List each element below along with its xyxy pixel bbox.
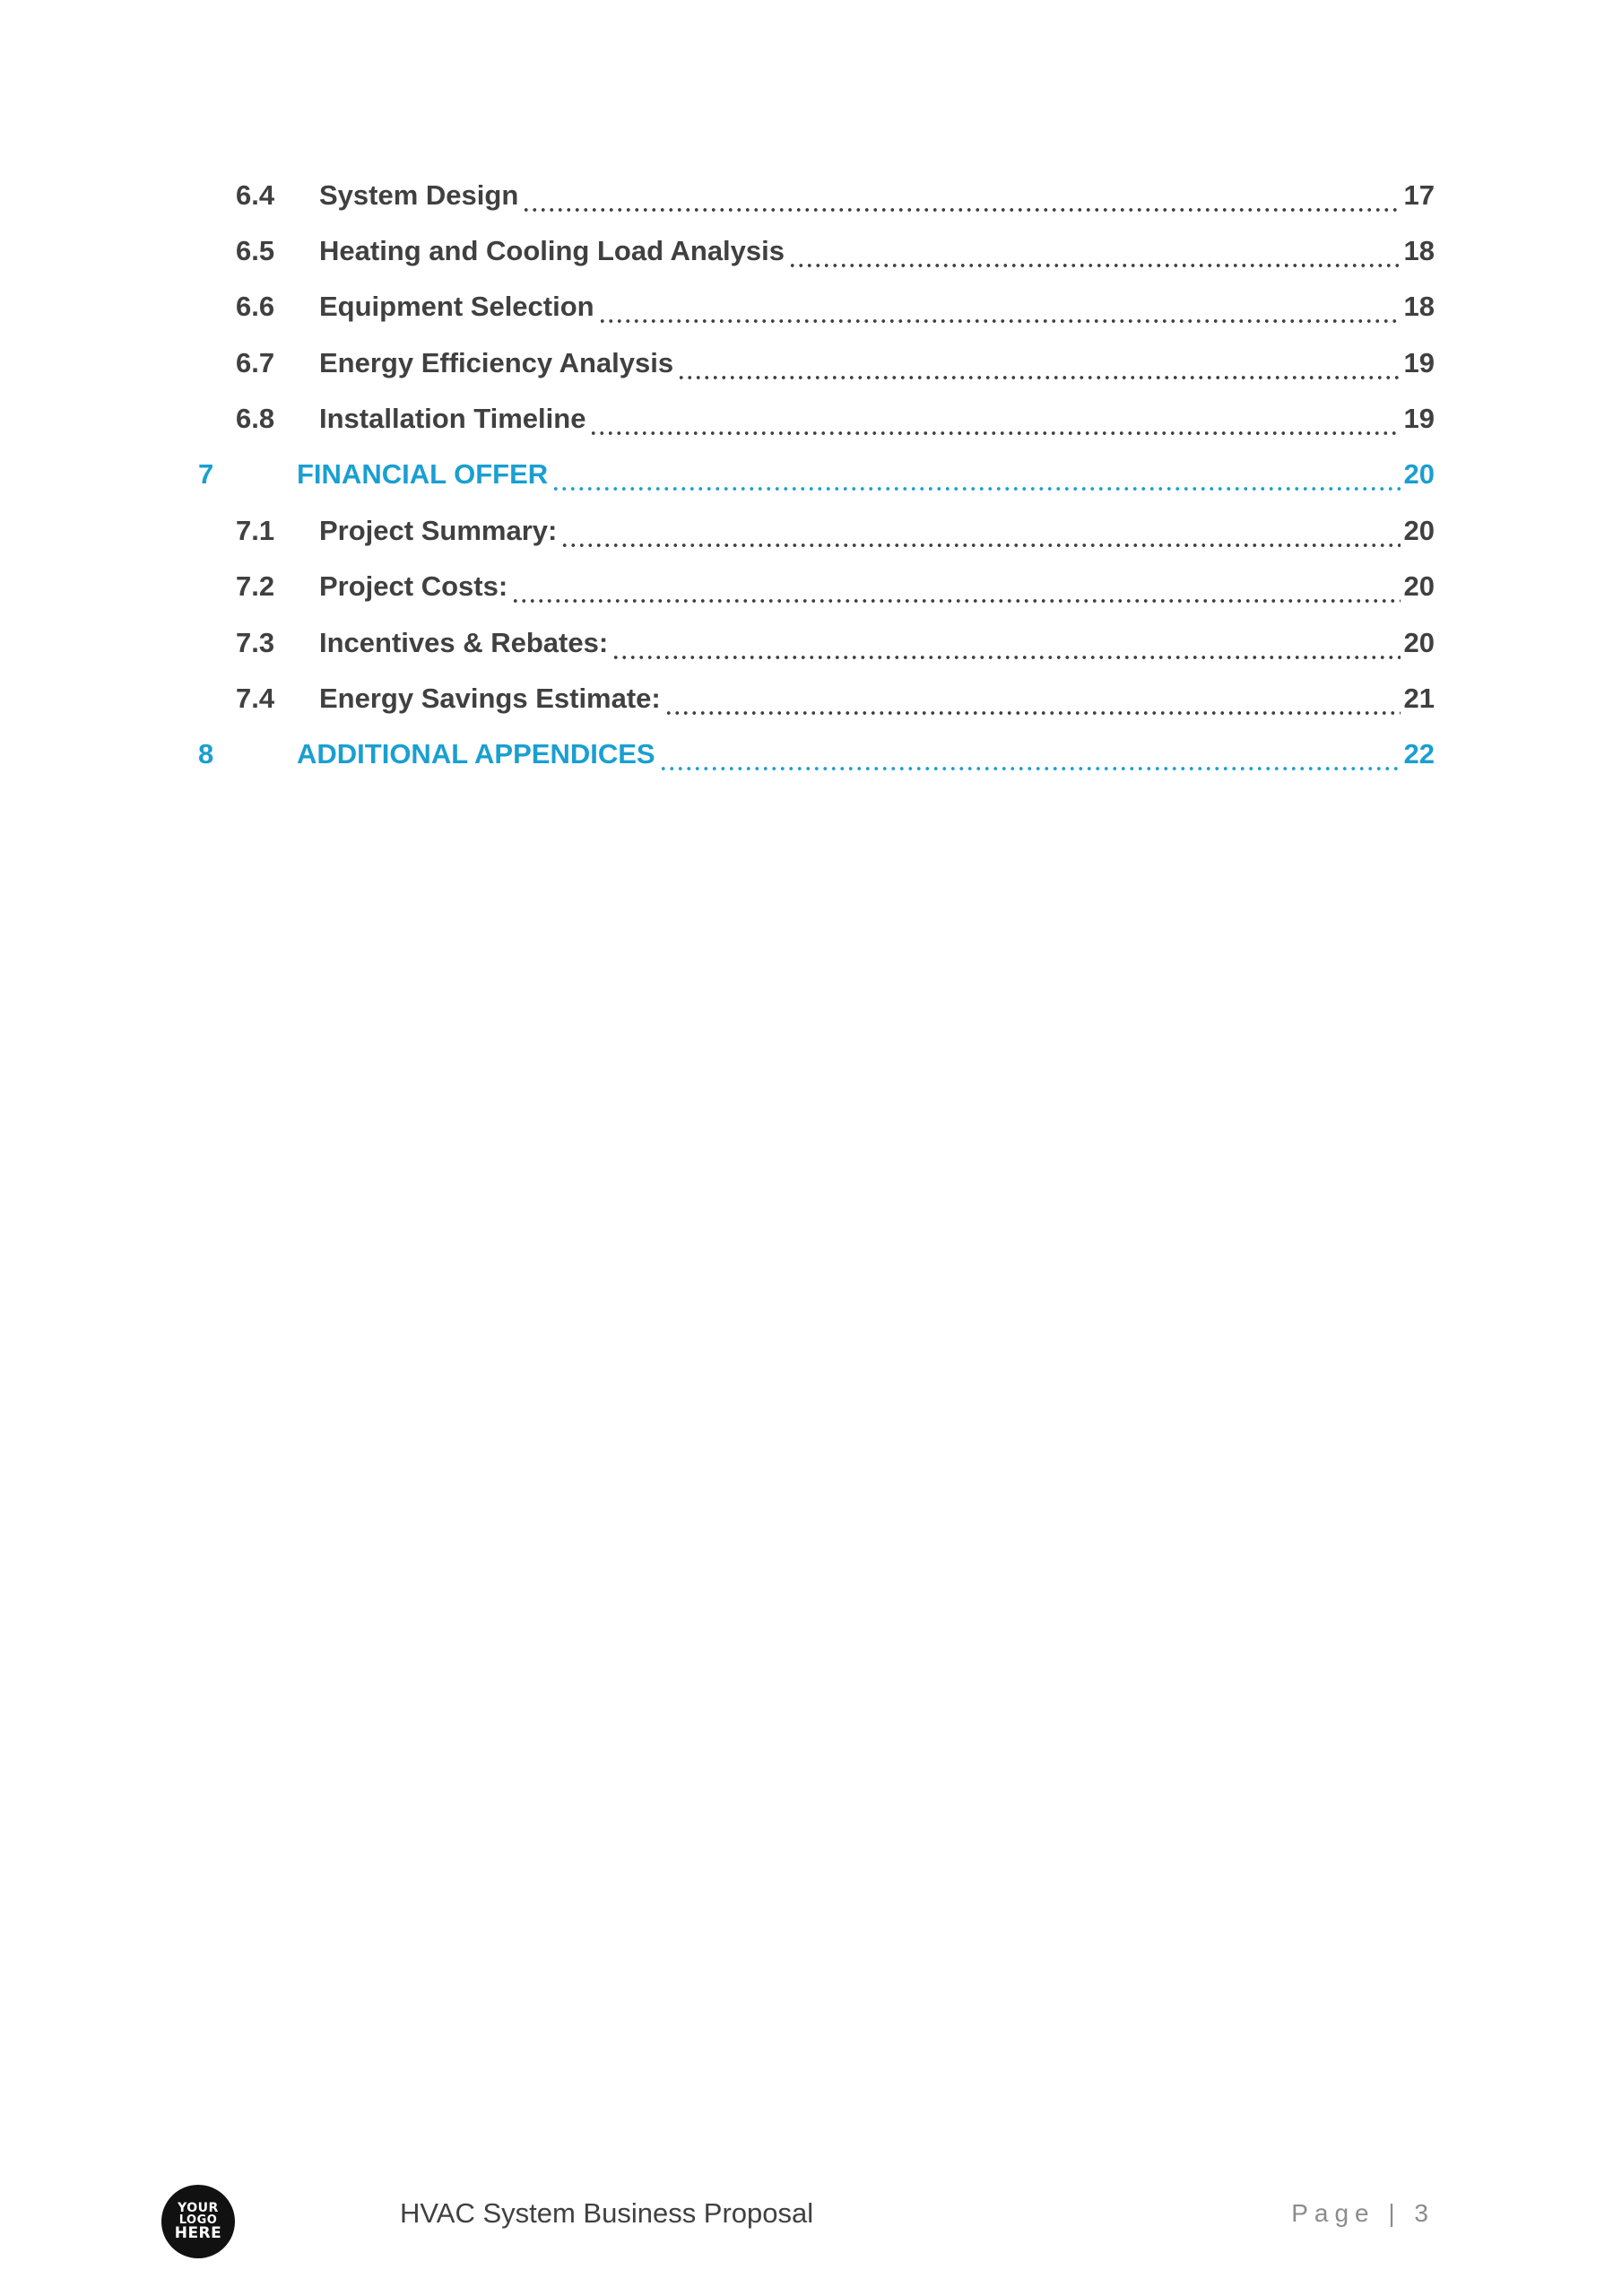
- toc-entry-number: 7.2: [236, 570, 275, 602]
- toc-entry-number: 6.4: [236, 179, 275, 211]
- toc-dot-leader: [677, 342, 1400, 385]
- toc-entry-7-4[interactable]: [236, 677, 1435, 720]
- logo-text-line-1: YOUR: [178, 2201, 219, 2215]
- logo-text-line-2: LOGO: [178, 2213, 218, 2227]
- toc-entry-6-6[interactable]: [236, 285, 1435, 328]
- toc-entry-title: Heating and Cooling Load Analysis: [319, 235, 785, 266]
- toc-entry-7-1[interactable]: [236, 509, 1435, 552]
- toc-dot-leader: [560, 509, 1400, 552]
- toc-entry-page: 20: [1403, 627, 1435, 658]
- toc-dot-leader: [664, 677, 1401, 720]
- toc-entry-title: System Design: [319, 179, 519, 211]
- toc-entry-6-5[interactable]: [236, 230, 1435, 273]
- toc-entry-7-2[interactable]: [236, 565, 1435, 608]
- toc-entry-number: 8: [198, 738, 214, 770]
- toc-entry-7-3[interactable]: [236, 622, 1435, 665]
- toc-entry-title: Project Summary:: [319, 515, 558, 546]
- toc-entry-page: 17: [1403, 179, 1435, 211]
- toc-entry-6-7[interactable]: [236, 342, 1435, 385]
- company-logo: [161, 2185, 235, 2258]
- logo-text-line-3: HERE: [174, 2224, 222, 2242]
- toc-entry-number: 7.3: [236, 627, 275, 658]
- page-footer: [0, 2170, 1622, 2260]
- toc-entry-page: 18: [1403, 291, 1435, 322]
- toc-entry-number: 6.6: [236, 291, 275, 322]
- toc-entry-number: 6.5: [236, 235, 275, 266]
- toc-entry-number: 6.7: [236, 347, 275, 378]
- toc-entry-title: FINANCIAL OFFER: [297, 458, 549, 490]
- toc-entry-6-8[interactable]: [236, 397, 1435, 440]
- footer-document-title: HVAC System Business Proposal: [400, 2197, 814, 2229]
- toc-entry-page: 19: [1403, 403, 1435, 434]
- toc-dot-leader: [659, 733, 1401, 776]
- toc-entry-7[interactable]: [198, 453, 1435, 496]
- table-of-contents: [0, 0, 1622, 807]
- toc-entry-page: 19: [1403, 347, 1435, 378]
- toc-entry-number: 6.8: [236, 403, 275, 434]
- toc-entry-title: Incentives & Rebates:: [319, 627, 609, 658]
- toc-entry-title: Equipment Selection: [319, 291, 594, 322]
- toc-entry-title: ADDITIONAL APPENDICES: [297, 738, 655, 770]
- toc-entry-title: Project Costs:: [319, 570, 508, 602]
- toc-entry-page: 22: [1403, 738, 1435, 770]
- toc-entry-title: Installation Timeline: [319, 403, 586, 434]
- toc-dot-leader: [589, 397, 1400, 440]
- toc-entry-page: 20: [1403, 458, 1435, 490]
- toc-entry-title: Energy Efficiency Analysis: [319, 347, 674, 378]
- toc-entry-6-4[interactable]: [236, 174, 1435, 217]
- toc-entry-page: 20: [1403, 570, 1435, 602]
- toc-entry-8[interactable]: [198, 733, 1435, 776]
- toc-entry-page: 18: [1403, 235, 1435, 266]
- toc-dot-leader: [788, 230, 1401, 273]
- toc-entry-number: 7.1: [236, 515, 275, 546]
- toc-dot-leader: [551, 453, 1400, 496]
- toc-dot-leader: [612, 622, 1400, 665]
- toc-dot-leader: [522, 174, 1400, 217]
- toc-entry-title: Energy Savings Estimate:: [319, 683, 661, 714]
- toc-entry-page: 20: [1403, 515, 1435, 546]
- toc-entry-number: 7: [198, 458, 214, 490]
- toc-dot-leader: [598, 285, 1401, 328]
- toc-dot-leader: [511, 565, 1400, 608]
- page-number: Page | 3: [1291, 2199, 1435, 2227]
- toc-entry-number: 7.4: [236, 683, 275, 714]
- toc-entry-page: 21: [1403, 683, 1435, 714]
